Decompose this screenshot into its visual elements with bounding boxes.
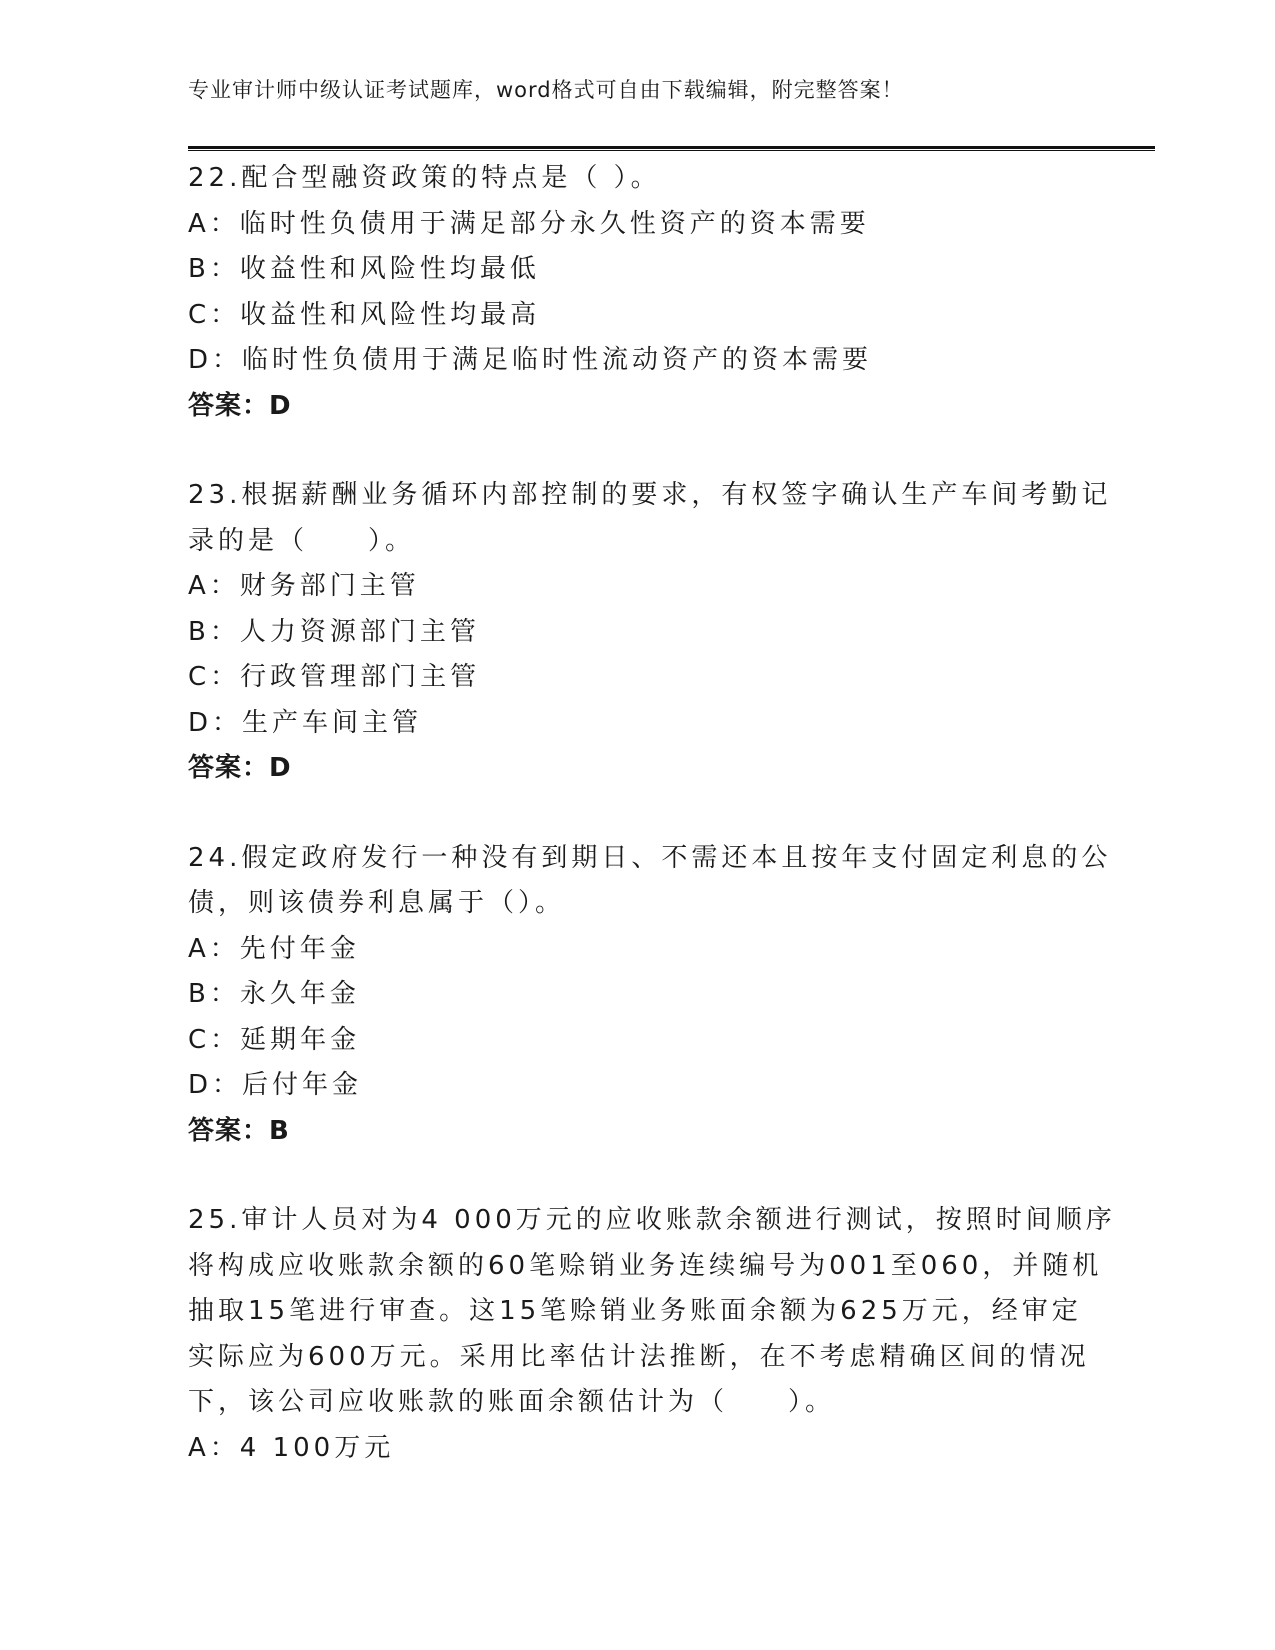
option-d: D：生产车间主管 (188, 707, 423, 738)
question-stem: 将构成应收账款余额的60笔赊销业务连续编号为001至060，并随机 (188, 1250, 1103, 1281)
option-d: D：临时性负债用于满足临时性流动资产的资本需要 (188, 345, 873, 375)
page-header: 专业审计师中级认证考试题库，word格式可自由下载编辑，附完整答案！ (188, 78, 904, 102)
option-b: B：收益性和风险性均最低 (188, 254, 540, 284)
question-stem: 抽取15笔进行审查。这15笔赊销业务账面余额为625万元，经审定 (188, 1296, 1082, 1326)
answer: 答案：D (188, 390, 292, 421)
option-b: B：永久年金 (188, 979, 360, 1009)
answer: 答案：D (188, 753, 292, 783)
option-c: C：行政管理部门主管 (188, 662, 481, 692)
option-b: B：人力资源部门主管 (188, 616, 480, 647)
question-list (188, 156, 1116, 1515)
answer: 答案：B (188, 1115, 290, 1146)
question-25 (188, 1198, 1116, 1471)
question-stem: 22.配合型融资政策的特点是（ ）。 (188, 163, 661, 193)
header-divider (188, 146, 1155, 151)
option-c: C：延期年金 (188, 1024, 361, 1055)
question-24 (188, 836, 1112, 1155)
question-stem: 24.假定政府发行一种没有到期日、不需还本且按年支付固定利息的公 (188, 842, 1112, 873)
question-stem: 23.根据薪酬业务循环内部控制的要求，有权签字确认生产车间考勤记 (188, 480, 1112, 510)
option-a: A：临时性负债用于满足部分永久性资产的资本需要 (188, 208, 870, 239)
question-stem: 债，则该债券利息属于（）。 (188, 888, 566, 918)
question-22 (188, 156, 1088, 429)
option-c: C：收益性和风险性均最高 (188, 299, 541, 330)
question-stem: 录的是（ ）。 (188, 525, 416, 556)
option-a: A：4 100万元 (188, 1432, 395, 1463)
option-a: A：财务部门主管 (188, 571, 420, 601)
question-stem: 实际应为600万元。采用比率估计法推断，在不考虑精确区间的情况 (188, 1341, 1090, 1372)
option-a: A：先付年金 (188, 933, 360, 964)
question-stem: 25.审计人员对为4 000万元的应收账款余额进行测试，按照时间顺序 (188, 1205, 1116, 1235)
question-stem: 下，该公司应收账款的账面余额估计为（ ）。 (188, 1387, 836, 1417)
question-23 (188, 473, 1112, 792)
option-d: D：后付年金 (188, 1070, 363, 1100)
